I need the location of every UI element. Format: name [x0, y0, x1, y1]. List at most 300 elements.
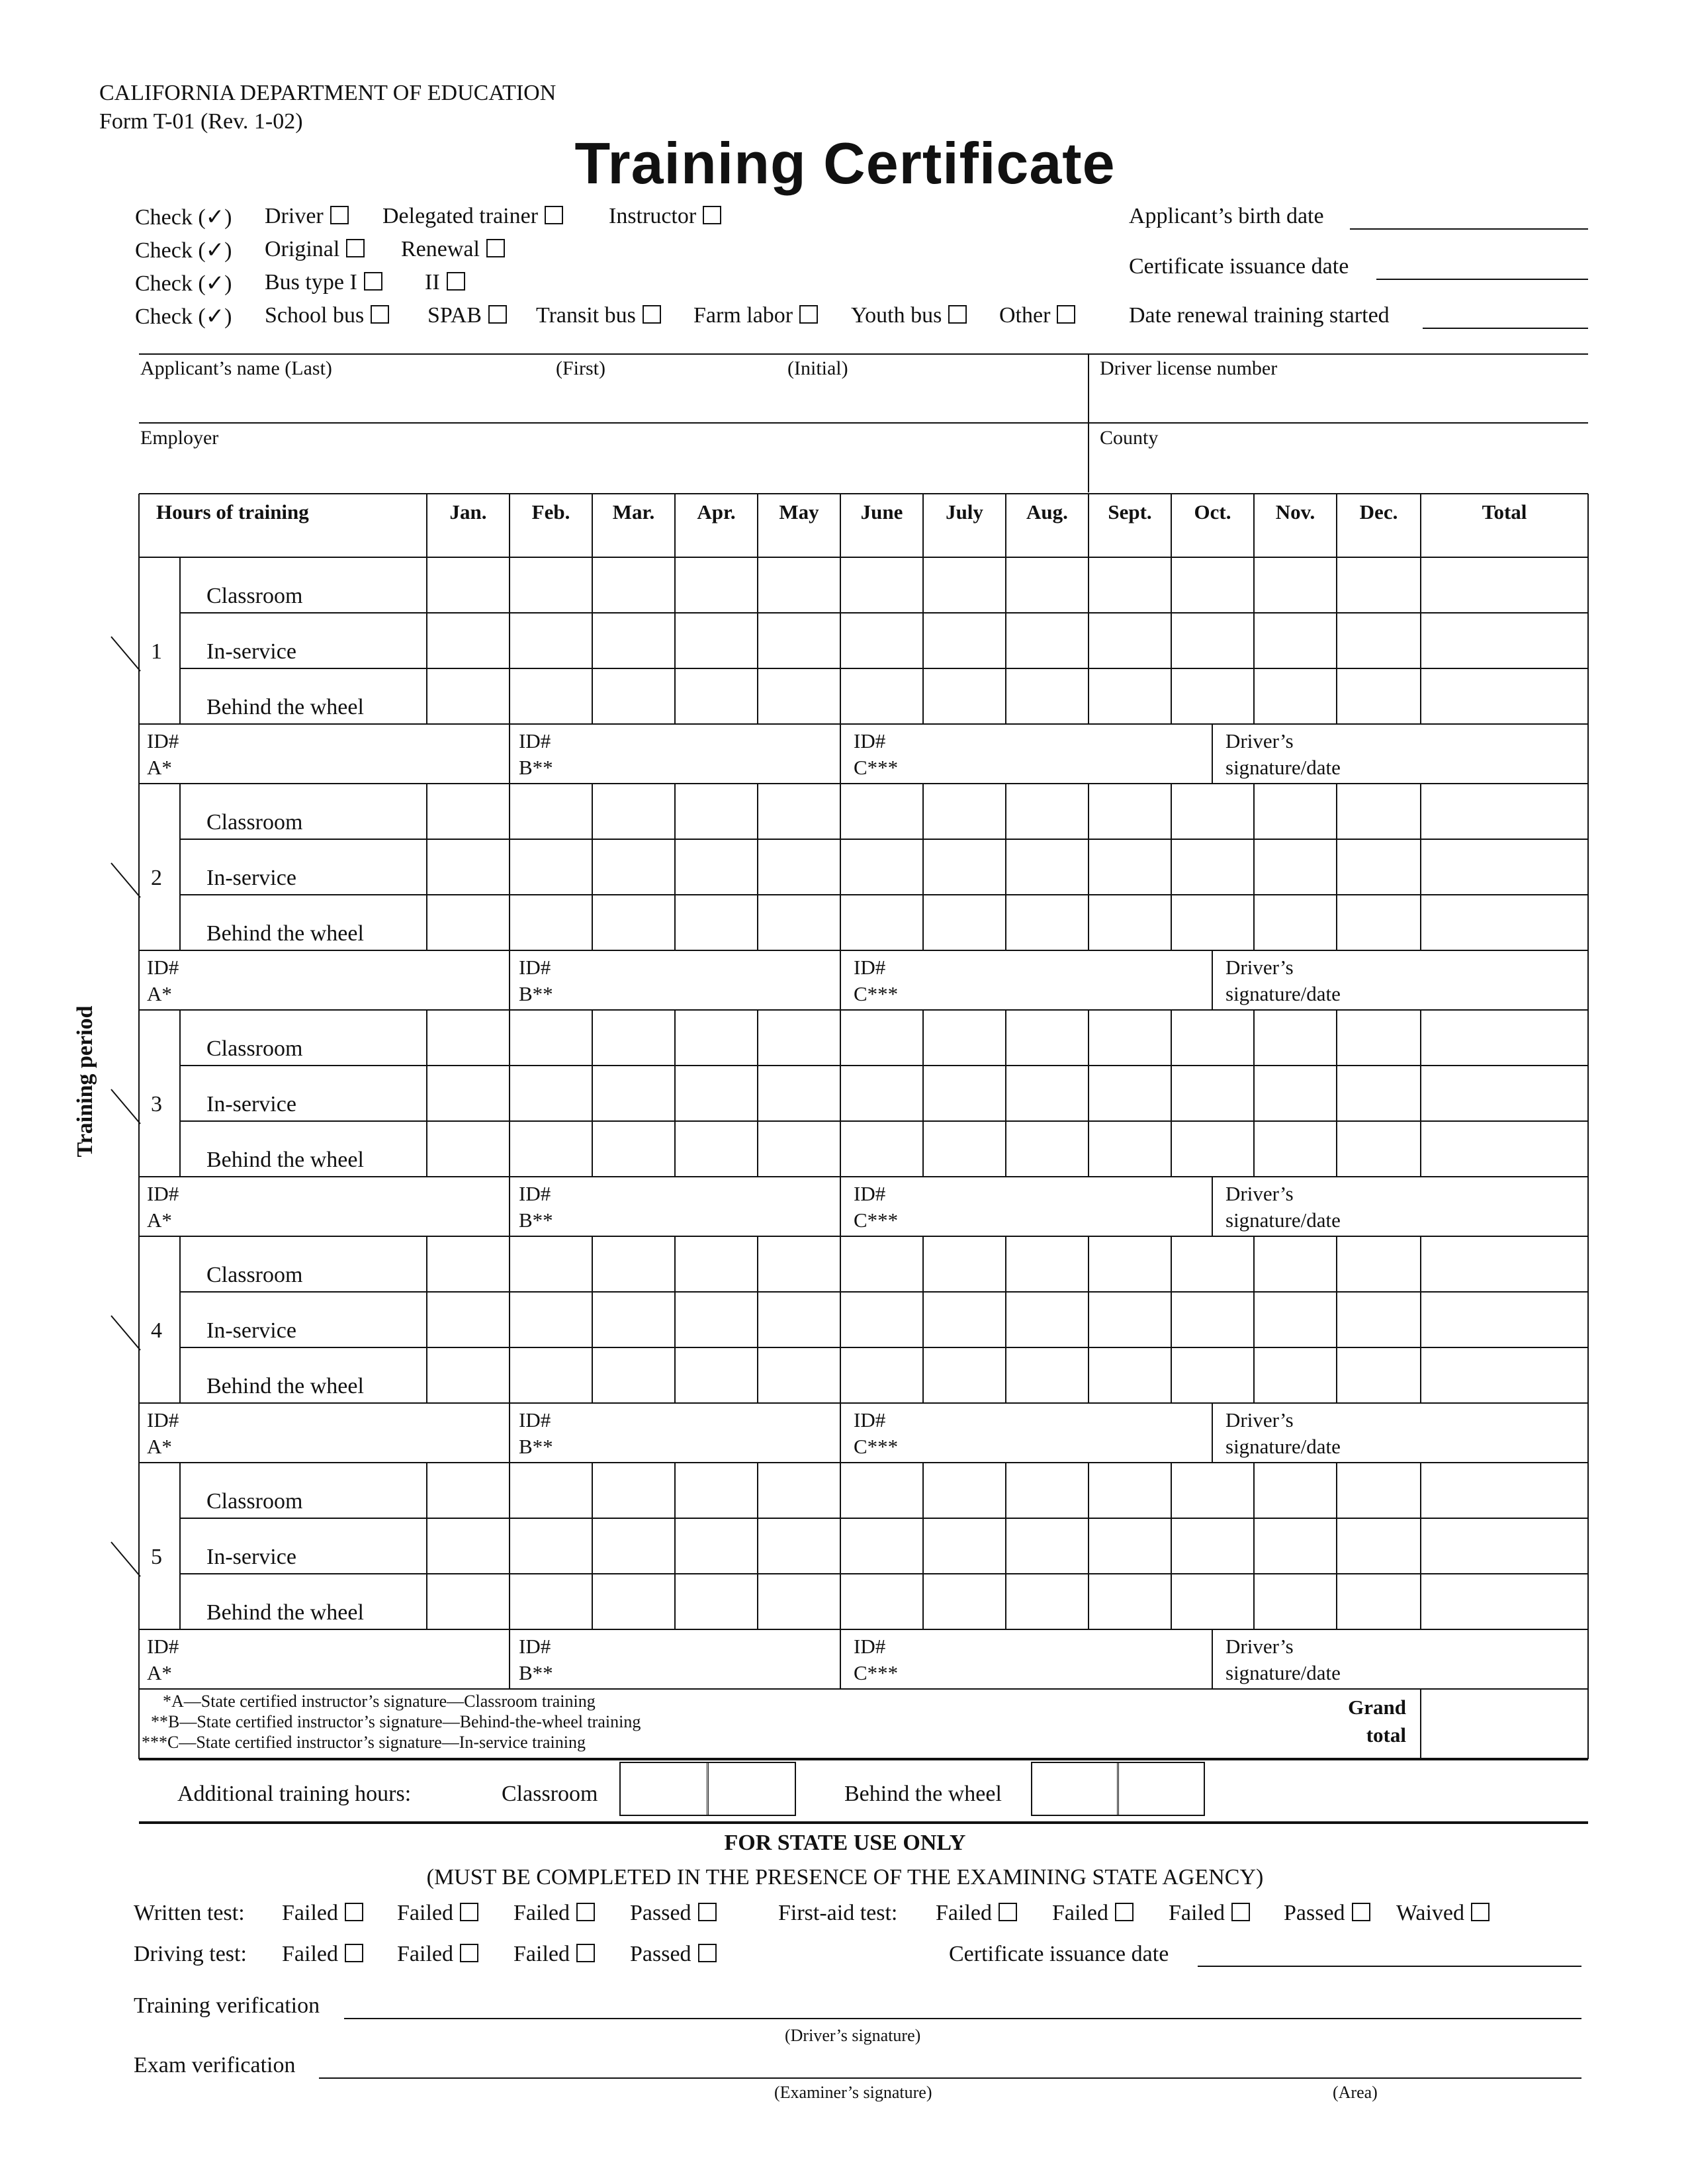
- hours-cell[interactable]: [842, 1122, 922, 1175]
- hours-cell[interactable]: [676, 1520, 756, 1572]
- hours-cell[interactable]: [1338, 1464, 1419, 1517]
- hours-cell[interactable]: [511, 841, 591, 893]
- state-use-subheading: (MUST BE COMPLETED IN THE PRESENCE OF THE EXAMINING STATE AGENCY): [426, 1865, 1264, 1889]
- checkbox[interactable]: [698, 1903, 717, 1921]
- hours-cell[interactable]: [1255, 1349, 1335, 1402]
- hours-cell[interactable]: [759, 1011, 839, 1064]
- checkbox[interactable]: [1352, 1903, 1370, 1921]
- hours-cell[interactable]: [1338, 841, 1419, 893]
- row-total-cell[interactable]: [1422, 1293, 1587, 1346]
- hours-cell[interactable]: [1007, 1067, 1087, 1120]
- hours-cell[interactable]: [924, 670, 1004, 723]
- hours-cell[interactable]: [428, 614, 508, 667]
- hours-cell[interactable]: [676, 1067, 756, 1120]
- driver-signature-field[interactable]: [1376, 953, 1581, 1006]
- hours-cell[interactable]: [594, 670, 674, 723]
- hours-cell[interactable]: [759, 1349, 839, 1402]
- hours-cell[interactable]: [842, 670, 922, 723]
- hours-cell[interactable]: [676, 1293, 756, 1346]
- hours-cell[interactable]: [1090, 1238, 1170, 1291]
- hours-cell[interactable]: [511, 559, 591, 612]
- hours-cell[interactable]: [1255, 1011, 1335, 1064]
- page-title: Training Certificate: [574, 130, 1116, 196]
- training-type-label: Classroom: [206, 1036, 303, 1061]
- checkbox[interactable]: [345, 1944, 363, 1962]
- checkbox[interactable]: [1471, 1903, 1490, 1921]
- hours-cell[interactable]: [676, 1238, 756, 1291]
- hours-cell[interactable]: [759, 785, 839, 838]
- hours-cell[interactable]: [842, 1067, 922, 1120]
- test-result-label: Waived: [1396, 1901, 1464, 1925]
- hours-cell[interactable]: [842, 1575, 922, 1628]
- hours-cell[interactable]: [842, 1464, 922, 1517]
- hours-cell[interactable]: [1255, 1122, 1335, 1175]
- hours-cell[interactable]: [594, 1349, 674, 1402]
- hours-cell[interactable]: [1007, 559, 1087, 612]
- hours-cell[interactable]: [594, 1122, 674, 1175]
- exam-verification-field[interactable]: [319, 2077, 1581, 2079]
- hours-cell[interactable]: [1090, 559, 1170, 612]
- hours-cell[interactable]: [428, 559, 508, 612]
- test-result-option[interactable]: [513, 1942, 600, 1967]
- period-number: 2: [151, 866, 162, 890]
- hours-cell[interactable]: [594, 1293, 674, 1346]
- month-header: Sept.: [1108, 500, 1152, 523]
- hours-cell[interactable]: [924, 1293, 1004, 1346]
- checkbox[interactable]: [576, 1903, 595, 1921]
- hours-cell[interactable]: [428, 896, 508, 949]
- hours-cell[interactable]: [924, 1520, 1004, 1572]
- month-header: July: [946, 500, 983, 523]
- examiner-signature-caption: (Examiner’s signature): [774, 2083, 932, 2102]
- instructor-c-label: C***: [854, 1435, 899, 1458]
- hours-cell[interactable]: [1338, 896, 1419, 949]
- checkbox[interactable]: [460, 1944, 478, 1962]
- hours-cell[interactable]: [1255, 1575, 1335, 1628]
- hours-cell[interactable]: [1338, 670, 1419, 723]
- hours-cell[interactable]: [676, 1349, 756, 1402]
- hours-cell[interactable]: [676, 1575, 756, 1628]
- hours-cell[interactable]: [1255, 896, 1335, 949]
- hours-cell[interactable]: [759, 1464, 839, 1517]
- test-result-label: Failed: [282, 1901, 338, 1925]
- row-total-cell[interactable]: [1422, 841, 1587, 893]
- checkbox[interactable]: [1115, 1903, 1134, 1921]
- hours-cell[interactable]: [594, 1011, 674, 1064]
- hours-cell[interactable]: [924, 1464, 1004, 1517]
- row-total-cell[interactable]: [1422, 1575, 1587, 1628]
- row-total-cell[interactable]: [1422, 559, 1587, 612]
- hours-cell[interactable]: [676, 1464, 756, 1517]
- hours-cell[interactable]: [924, 1349, 1004, 1402]
- hours-cell[interactable]: [676, 841, 756, 893]
- checkbox[interactable]: [576, 1944, 595, 1962]
- hours-cell[interactable]: [676, 896, 756, 949]
- name-first-label: (First): [556, 357, 605, 379]
- period-number: 4: [151, 1318, 162, 1343]
- instructor-c-signature-field[interactable]: [901, 1179, 1206, 1232]
- training-type-label: Classroom: [206, 584, 303, 608]
- hours-cell[interactable]: [676, 1011, 756, 1064]
- checkbox[interactable]: [460, 1903, 478, 1921]
- instructor-c-label: C***: [854, 1208, 899, 1232]
- hours-cell[interactable]: [759, 1520, 839, 1572]
- hours-cell[interactable]: [428, 1293, 508, 1346]
- hours-cell[interactable]: [842, 1238, 922, 1291]
- hours-cell[interactable]: [511, 1520, 591, 1572]
- checkbox[interactable]: [999, 1903, 1017, 1921]
- row-total-cell[interactable]: [1422, 1520, 1587, 1572]
- hours-cell[interactable]: [1255, 1067, 1335, 1120]
- total-header: Total: [1482, 500, 1527, 523]
- hours-cell[interactable]: [1173, 1293, 1253, 1346]
- test-result-option[interactable]: [1169, 1901, 1255, 1926]
- instructor-b-signature-field[interactable]: [564, 1179, 835, 1232]
- hours-cell[interactable]: [1090, 896, 1170, 949]
- hours-cell[interactable]: [1255, 670, 1335, 723]
- test-result-option[interactable]: [282, 1942, 369, 1967]
- additional-btw-box-2[interactable]: [1117, 1762, 1205, 1816]
- row-total-cell[interactable]: [1422, 1349, 1587, 1402]
- hours-cell[interactable]: [1255, 1238, 1335, 1291]
- driver-signature-field[interactable]: [1376, 727, 1581, 780]
- hours-cell[interactable]: [1255, 785, 1335, 838]
- hours-cell[interactable]: [1338, 1349, 1419, 1402]
- hours-cell[interactable]: [924, 896, 1004, 949]
- test-result-label: Passed: [630, 1901, 691, 1925]
- hours-cell[interactable]: [428, 1575, 508, 1628]
- hours-cell[interactable]: [842, 559, 922, 612]
- checkbox[interactable]: [698, 1944, 717, 1962]
- hours-cell[interactable]: [1255, 841, 1335, 893]
- row-total-cell[interactable]: [1422, 1011, 1587, 1064]
- check-row-prefix: Check (✓): [135, 271, 232, 296]
- hours-cell[interactable]: [1338, 1293, 1419, 1346]
- hours-cell[interactable]: [759, 841, 839, 893]
- additional-classroom-box-1[interactable]: [619, 1762, 709, 1816]
- hours-cell[interactable]: [511, 1067, 591, 1120]
- hours-cell[interactable]: [511, 1011, 591, 1064]
- cert-issuance-date-label: Certificate issuance date: [1129, 254, 1349, 279]
- hours-cell[interactable]: [759, 559, 839, 612]
- hours-cell[interactable]: [594, 1464, 674, 1517]
- additional-btw-box-1[interactable]: [1031, 1762, 1119, 1816]
- instructor-a-signature-field[interactable]: [192, 1179, 503, 1232]
- driver-signature-field[interactable]: [1376, 1406, 1581, 1459]
- test-result-option[interactable]: [630, 1942, 722, 1967]
- hours-cell[interactable]: [594, 1575, 674, 1628]
- hours-cell[interactable]: [759, 614, 839, 667]
- instructor-c-signature-field[interactable]: [901, 1406, 1206, 1459]
- hours-cell[interactable]: [428, 1122, 508, 1175]
- training-type-label: Behind the wheel: [206, 1148, 364, 1172]
- hours-cell[interactable]: [1338, 559, 1419, 612]
- hours-cell[interactable]: [842, 614, 922, 667]
- hours-cell[interactable]: [842, 841, 922, 893]
- check-option-label: Farm labor: [693, 303, 793, 328]
- month-header: June: [860, 500, 903, 523]
- training-type-label: Behind the wheel: [206, 695, 364, 719]
- id-label: ID#: [147, 956, 179, 979]
- driver-signature-field[interactable]: [1376, 1632, 1581, 1685]
- month-header: Aug.: [1026, 500, 1068, 523]
- hours-cell[interactable]: [428, 1349, 508, 1402]
- instructor-a-signature-field[interactable]: [192, 953, 503, 1006]
- test-result-option[interactable]: [936, 1901, 1022, 1926]
- hours-cell[interactable]: [842, 1293, 922, 1346]
- hours-cell[interactable]: [1173, 1520, 1253, 1572]
- hours-cell[interactable]: [1173, 1575, 1253, 1628]
- hours-cell[interactable]: [1338, 1575, 1419, 1628]
- grand-total-field[interactable]: [1423, 1691, 1587, 1757]
- hours-cell[interactable]: [924, 559, 1004, 612]
- hours-cell[interactable]: [1090, 1293, 1170, 1346]
- hours-cell[interactable]: [676, 1122, 756, 1175]
- instructor-b-signature-field[interactable]: [564, 727, 835, 780]
- hours-cell[interactable]: [1338, 785, 1419, 838]
- hours-cell[interactable]: [759, 1122, 839, 1175]
- hours-cell[interactable]: [1090, 670, 1170, 723]
- hours-cell[interactable]: [1007, 841, 1087, 893]
- hours-cell[interactable]: [594, 1238, 674, 1291]
- hours-cell[interactable]: [1007, 1011, 1087, 1064]
- hours-cell[interactable]: [511, 670, 591, 723]
- hours-cell[interactable]: [428, 1067, 508, 1120]
- hours-cell[interactable]: [759, 1067, 839, 1120]
- hours-cell[interactable]: [924, 614, 1004, 667]
- hours-cell[interactable]: [1007, 1122, 1087, 1175]
- hours-cell[interactable]: [1338, 1067, 1419, 1120]
- hours-cell[interactable]: [842, 1520, 922, 1572]
- check-option-label: Other: [999, 303, 1051, 328]
- hours-cell[interactable]: [511, 614, 591, 667]
- hours-cell[interactable]: [1173, 1011, 1253, 1064]
- hours-cell[interactable]: [924, 1238, 1004, 1291]
- hours-cell[interactable]: [1007, 1238, 1087, 1291]
- grand-total-label-line2: total: [1366, 1723, 1406, 1747]
- hours-cell[interactable]: [1090, 785, 1170, 838]
- check-option-label: II: [425, 270, 440, 295]
- test-result-label: Passed: [1284, 1901, 1345, 1925]
- hours-cell[interactable]: [924, 1067, 1004, 1120]
- hours-cell[interactable]: [842, 896, 922, 949]
- test-result-label: Failed: [282, 1942, 338, 1966]
- hours-cell[interactable]: [428, 841, 508, 893]
- instructor-a-signature-field[interactable]: [192, 1632, 503, 1685]
- hours-cell[interactable]: [594, 785, 674, 838]
- hours-cell[interactable]: [1007, 1575, 1087, 1628]
- row-total-cell[interactable]: [1422, 1122, 1587, 1175]
- hours-cell[interactable]: [1173, 785, 1253, 838]
- instructor-a-signature-field[interactable]: [192, 1406, 503, 1459]
- hours-cell[interactable]: [1090, 1349, 1170, 1402]
- hours-cell[interactable]: [511, 1349, 591, 1402]
- test-result-option[interactable]: [513, 1901, 600, 1926]
- driver-signature-label: Driver’s: [1225, 956, 1294, 979]
- hours-cell[interactable]: [428, 1520, 508, 1572]
- hours-cell[interactable]: [924, 1575, 1004, 1628]
- hours-cell[interactable]: [1173, 614, 1253, 667]
- training-type-label: In-service: [206, 639, 296, 664]
- hours-cell[interactable]: [1007, 670, 1087, 723]
- hours-cell[interactable]: [594, 614, 674, 667]
- hours-cell[interactable]: [1007, 1520, 1087, 1572]
- row-total-cell[interactable]: [1422, 1067, 1587, 1120]
- hours-cell[interactable]: [842, 1011, 922, 1064]
- hours-cell[interactable]: [511, 1464, 591, 1517]
- hours-cell[interactable]: [511, 1293, 591, 1346]
- id-label: ID#: [854, 956, 886, 979]
- hours-cell[interactable]: [594, 559, 674, 612]
- hours-cell[interactable]: [594, 1067, 674, 1120]
- row-total-cell[interactable]: [1422, 896, 1587, 949]
- check-option-label: School bus: [265, 303, 365, 328]
- hours-cell[interactable]: [428, 1464, 508, 1517]
- hours-cell[interactable]: [428, 1011, 508, 1064]
- hours-cell[interactable]: [1255, 1520, 1335, 1572]
- hours-cell[interactable]: [924, 1122, 1004, 1175]
- instructor-a-label: A*: [147, 1661, 172, 1684]
- hours-cell[interactable]: [842, 785, 922, 838]
- hours-cell[interactable]: [1090, 1122, 1170, 1175]
- test-result-label: Failed: [1169, 1901, 1225, 1925]
- hours-cell[interactable]: [1007, 1464, 1087, 1517]
- driver-signature-date-label: signature/date: [1225, 1208, 1341, 1232]
- state-use-heading: FOR STATE USE ONLY: [724, 1831, 966, 1855]
- test-result-label: Failed: [397, 1942, 453, 1966]
- row-total-cell[interactable]: [1422, 1464, 1587, 1517]
- test-result-option[interactable]: [630, 1901, 722, 1926]
- check-row-prefix: Check (✓): [135, 205, 232, 230]
- hours-cell[interactable]: [676, 559, 756, 612]
- instructor-b-signature-field[interactable]: [564, 953, 835, 1006]
- hours-cell[interactable]: [924, 785, 1004, 838]
- hours-cell[interactable]: [1338, 614, 1419, 667]
- test-result-option[interactable]: [1284, 1901, 1376, 1926]
- hours-cell[interactable]: [511, 1575, 591, 1628]
- checkbox[interactable]: [345, 1903, 363, 1921]
- state-cert-date-field[interactable]: [1198, 1966, 1581, 1967]
- hours-cell[interactable]: [1338, 1520, 1419, 1572]
- hours-cell[interactable]: [1173, 670, 1253, 723]
- instructor-a-signature-field[interactable]: [192, 727, 503, 780]
- hours-cell[interactable]: [1090, 614, 1170, 667]
- hours-cell[interactable]: [676, 670, 756, 723]
- test-result-option[interactable]: [282, 1901, 369, 1926]
- test-result-option[interactable]: [1052, 1901, 1139, 1926]
- instructor-c-signature-field[interactable]: [901, 953, 1206, 1006]
- hours-cell[interactable]: [1173, 1464, 1253, 1517]
- hours-cell[interactable]: [1007, 1293, 1087, 1346]
- hours-cell[interactable]: [924, 1011, 1004, 1064]
- hours-cell[interactable]: [1255, 559, 1335, 612]
- id-label: ID#: [519, 1408, 551, 1432]
- hours-cell[interactable]: [511, 896, 591, 949]
- checkbox[interactable]: [1231, 1903, 1250, 1921]
- hours-cell[interactable]: [594, 896, 674, 949]
- row-total-cell[interactable]: [1422, 785, 1587, 838]
- hours-cell[interactable]: [759, 896, 839, 949]
- test-result-option[interactable]: [397, 1901, 484, 1926]
- hours-cell[interactable]: [1255, 1464, 1335, 1517]
- hours-cell[interactable]: [594, 1520, 674, 1572]
- instructor-b-label: B**: [519, 1661, 553, 1684]
- instructor-c-signature-field[interactable]: [901, 727, 1206, 780]
- hours-cell[interactable]: [676, 785, 756, 838]
- hours-cell[interactable]: [1090, 1575, 1170, 1628]
- test-result-option[interactable]: [1396, 1901, 1495, 1926]
- hours-cell[interactable]: [1173, 841, 1253, 893]
- hours-cell[interactable]: [1173, 1238, 1253, 1291]
- hours-cell[interactable]: [924, 841, 1004, 893]
- hours-cell[interactable]: [1338, 1238, 1419, 1291]
- hours-cell[interactable]: [1090, 1520, 1170, 1572]
- hours-cell[interactable]: [1173, 559, 1253, 612]
- hours-cell[interactable]: [511, 1122, 591, 1175]
- license-label: Driver license number: [1100, 357, 1278, 379]
- check-option-label: Transit bus: [536, 303, 636, 328]
- test-result-label: Failed: [513, 1901, 570, 1925]
- footnote-b: **B—State certified instructor’s signature—Behind-the-wheel training: [151, 1712, 641, 1731]
- hours-cell[interactable]: [1338, 1122, 1419, 1175]
- hours-cell[interactable]: [428, 670, 508, 723]
- hours-cell[interactable]: [1090, 841, 1170, 893]
- hours-cell[interactable]: [1007, 785, 1087, 838]
- hours-cell[interactable]: [1007, 1349, 1087, 1402]
- additional-classroom-box-2[interactable]: [707, 1762, 796, 1816]
- row-total-cell[interactable]: [1422, 670, 1587, 723]
- hours-cell[interactable]: [1255, 614, 1335, 667]
- area-caption: (Area): [1333, 2083, 1378, 2102]
- hours-cell[interactable]: [759, 1575, 839, 1628]
- training-verification-field[interactable]: [344, 2018, 1581, 2019]
- hours-cell[interactable]: [1173, 1349, 1253, 1402]
- instructor-b-signature-field[interactable]: [564, 1406, 835, 1459]
- hours-cell[interactable]: [1090, 1464, 1170, 1517]
- driver-signature-date-label: signature/date: [1225, 982, 1341, 1005]
- row-total-cell[interactable]: [1422, 614, 1587, 667]
- hours-cell[interactable]: [676, 614, 756, 667]
- instructor-b-signature-field[interactable]: [564, 1632, 835, 1685]
- driver-signature-field[interactable]: [1376, 1179, 1581, 1232]
- hours-cell[interactable]: [511, 1238, 591, 1291]
- hours-cell[interactable]: [511, 785, 591, 838]
- hours-cell[interactable]: [842, 1349, 922, 1402]
- training-type-label: Behind the wheel: [206, 1374, 364, 1398]
- hours-cell[interactable]: [428, 1238, 508, 1291]
- instructor-c-signature-field[interactable]: [901, 1632, 1206, 1685]
- hours-cell[interactable]: [1007, 614, 1087, 667]
- hours-cell[interactable]: [594, 841, 674, 893]
- name-initial-label: (Initial): [787, 357, 848, 379]
- hours-cell[interactable]: [1007, 896, 1087, 949]
- hours-cell[interactable]: [1338, 1011, 1419, 1064]
- hours-cell[interactable]: [1090, 1011, 1170, 1064]
- hours-cell[interactable]: [759, 1293, 839, 1346]
- hours-cell[interactable]: [1090, 1067, 1170, 1120]
- test-result-option[interactable]: [397, 1942, 484, 1967]
- hours-cell[interactable]: [759, 670, 839, 723]
- hours-cell[interactable]: [1173, 1122, 1253, 1175]
- hours-cell[interactable]: [1173, 1067, 1253, 1120]
- hours-cell[interactable]: [1173, 896, 1253, 949]
- month-header: Nov.: [1275, 500, 1315, 523]
- hours-cell[interactable]: [1255, 1293, 1335, 1346]
- hours-cell[interactable]: [759, 1238, 839, 1291]
- hours-cell[interactable]: [428, 785, 508, 838]
- period-number: 1: [151, 639, 162, 664]
- row-total-cell[interactable]: [1422, 1238, 1587, 1291]
